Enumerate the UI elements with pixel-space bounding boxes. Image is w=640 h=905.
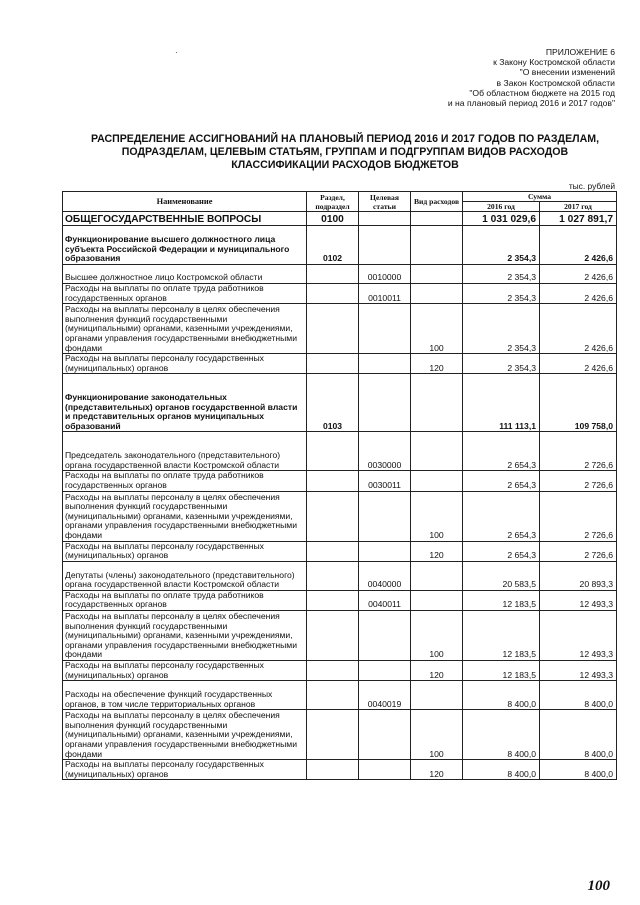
cell-2017: 2 426,6 [540, 265, 617, 284]
header-kind: Вид расходов [411, 192, 463, 212]
cell-2017: 2 426,6 [540, 354, 617, 374]
cell-kind: 120 [411, 660, 463, 680]
page-number: 100 [587, 878, 610, 894]
cell-2017: 2 426,6 [540, 284, 617, 304]
cell-kind [411, 265, 463, 284]
cell-section [307, 590, 359, 610]
cell-target [359, 710, 411, 760]
cell-target [359, 541, 411, 561]
cell-name: Депутаты (члены) законодательного (представительного) органа государственной власти Костромской области [63, 561, 307, 590]
appendix-line: "О внесении изменений [519, 67, 615, 78]
cell-target [359, 660, 411, 680]
title-line: РАСПРЕДЕЛЕНИЕ АССИГНОВАНИЙ НА ПЛАНОВЫЙ ПЕРИОД 2016 И 2017 ГОДОВ ПО РАЗДЕЛАМ, [90, 133, 600, 145]
cell-2016: 2 354,3 [463, 304, 540, 354]
cell-name: Расходы на выплаты персоналу государственных (муниципальных) органов [63, 760, 307, 780]
cell-2016: 8 400,0 [463, 681, 540, 710]
cell-2017: 2 726,6 [540, 541, 617, 561]
cell-2017: 12 493,3 [540, 590, 617, 610]
cell-2016: 8 400,0 [463, 760, 540, 780]
table-row [63, 265, 617, 284]
cell-target [359, 226, 411, 265]
cell-kind [411, 374, 463, 432]
table-row [63, 304, 617, 354]
header-name: Наименование [63, 192, 307, 212]
table-row [63, 471, 617, 491]
cell-kind [411, 561, 463, 590]
units-label: тыс. рублей [568, 181, 615, 191]
table-row [63, 284, 617, 304]
cell-2017: 2 726,6 [540, 491, 617, 541]
cell-name: Расходы на выплаты по оплате труда работников государственных органов [63, 590, 307, 610]
cell-target: 0010000 [359, 265, 411, 284]
cell-2017: 2 426,6 [540, 304, 617, 354]
table-row [63, 226, 617, 265]
cell-target [359, 610, 411, 660]
header-year-2016: 2016 год [463, 202, 540, 212]
header-section: Раздел, подраздел [307, 192, 359, 212]
cell-section [307, 304, 359, 354]
table-row [63, 491, 617, 541]
cell-2017: 1 027 891,7 [540, 212, 617, 226]
cell-2017: 12 493,3 [540, 660, 617, 680]
cell-2016: 8 400,0 [463, 710, 540, 760]
cell-section [307, 354, 359, 374]
cell-name: Расходы на выплаты по оплате труда работников государственных органов [63, 471, 307, 491]
cell-2016: 2 354,3 [463, 284, 540, 304]
header-year-2017: 2017 год [540, 202, 617, 212]
cell-kind: 120 [411, 760, 463, 780]
cell-name: Высшее должностное лицо Костромской области [63, 265, 307, 284]
cell-2016: 12 183,5 [463, 610, 540, 660]
cell-section [307, 265, 359, 284]
cell-2017: 2 426,6 [540, 226, 617, 265]
cell-section [307, 681, 359, 710]
cell-kind [411, 590, 463, 610]
title-line: ПОДРАЗДЕЛАМ, ЦЕЛЕВЫМ СТАТЬЯМ, ГРУППАМ И ПОДГРУППАМ ВИДОВ РАСХОДОВ [121, 146, 569, 158]
cell-target [359, 304, 411, 354]
cell-kind: 120 [411, 354, 463, 374]
document-title [60, 133, 630, 172]
cell-target [359, 354, 411, 374]
table-row [63, 681, 617, 710]
cell-section: 0100 [307, 212, 359, 226]
cell-kind: 100 [411, 710, 463, 760]
cell-2017: 109 758,0 [540, 374, 617, 432]
cell-kind [411, 681, 463, 710]
cell-kind: 100 [411, 610, 463, 660]
cell-2017: 2 726,6 [540, 432, 617, 471]
header-sum: Сумма [463, 192, 617, 202]
cell-section [307, 660, 359, 680]
cell-section: 0103 [307, 374, 359, 432]
cell-2016: 2 654,3 [463, 471, 540, 491]
cell-name: Расходы на выплаты персоналу в целях обеспечения выполнения функций государственными (муниципальными) органами, казенными учреждениями, органами управления государственными внебюджетными фондами [63, 610, 307, 660]
cell-kind: 100 [411, 304, 463, 354]
cell-2016: 2 654,3 [463, 491, 540, 541]
cell-2017: 12 493,3 [540, 610, 617, 660]
cell-section [307, 710, 359, 760]
cell-kind [411, 212, 463, 226]
cell-section [307, 541, 359, 561]
cell-section [307, 432, 359, 471]
cell-target [359, 760, 411, 780]
cell-2016: 2 354,3 [463, 226, 540, 265]
cell-section [307, 471, 359, 491]
table-row [63, 354, 617, 374]
cell-name: Расходы на выплаты по оплате труда работников государственных органов [63, 284, 307, 304]
cell-target: 0040019 [359, 681, 411, 710]
cell-name: Расходы на выплаты персоналу в целях обеспечения выполнения функций государственными (муниципальными) органами, казенными учреждениями, органами управления государственными внебюджетными фондами [63, 491, 307, 541]
cell-2016: 12 183,5 [463, 590, 540, 610]
cell-2017: 8 400,0 [540, 760, 617, 780]
cell-2016: 2 654,3 [463, 432, 540, 471]
cell-target: 0040000 [359, 561, 411, 590]
cell-name: Функционирование законодательных (представительных) органов государственной власти и представительных органов муниципальных образований [63, 374, 307, 432]
cell-2017: 8 400,0 [540, 710, 617, 760]
appendix-line: к Закону Костромской области [493, 57, 615, 68]
cell-section [307, 760, 359, 780]
cell-target: 0040011 [359, 590, 411, 610]
cell-kind [411, 284, 463, 304]
cell-2017: 20 893,3 [540, 561, 617, 590]
cell-kind [411, 226, 463, 265]
cell-2016: 2 654,3 [463, 541, 540, 561]
cell-section [307, 610, 359, 660]
table-row [63, 710, 617, 760]
cell-section [307, 491, 359, 541]
appendix-line: и на плановый период 2016 и 2017 годов" [447, 98, 615, 109]
cell-2017: 2 726,6 [540, 471, 617, 491]
cell-target: 0030011 [359, 471, 411, 491]
stray-mark: · [175, 48, 178, 57]
cell-kind [411, 471, 463, 491]
cell-2016: 2 354,3 [463, 265, 540, 284]
cell-2016: 2 354,3 [463, 354, 540, 374]
cell-section [307, 561, 359, 590]
title-line: КЛАССИФИКАЦИИ РАСХОДОВ БЮДЖЕТОВ [231, 159, 459, 171]
cell-name: Расходы на обеспечение функций государственных органов, в том числе территориальных органов [63, 681, 307, 710]
table-row [63, 374, 617, 432]
appendix-line: "Об областном бюджете на 2015 год [469, 87, 615, 98]
cell-target [359, 212, 411, 226]
cell-2016: 12 183,5 [463, 660, 540, 680]
cell-2016: 111 113,1 [463, 374, 540, 432]
table-row [63, 432, 617, 471]
cell-2016: 20 583,5 [463, 561, 540, 590]
table-row [63, 561, 617, 590]
cell-name: Расходы на выплаты персоналу в целях обеспечения выполнения функций государственными (муниципальными) органами, казенными учреждениями, органами управления государственными внебюджетными фондами [63, 304, 307, 354]
cell-name: Расходы на выплаты персоналу в целях обеспечения выполнения функций государственными (муниципальными) органами, казенными учреждениями, органами управления государственными внебюджетными фондами [63, 710, 307, 760]
cell-target [359, 491, 411, 541]
cell-name: Председатель законодательного (представительного) органа государственной власти Костромской области [63, 432, 307, 471]
budget-table [62, 191, 617, 780]
cell-name: Расходы на выплаты персоналу государственных (муниципальных) органов [63, 541, 307, 561]
cell-kind [411, 432, 463, 471]
cell-section: 0102 [307, 226, 359, 265]
cell-kind: 120 [411, 541, 463, 561]
appendix-line: ПРИЛОЖЕНИЕ 6 [545, 47, 615, 57]
table-row [63, 212, 617, 226]
cell-target: 0030000 [359, 432, 411, 471]
table-row [63, 660, 617, 680]
cell-2017: 8 400,0 [540, 681, 617, 710]
appendix-note [448, 47, 615, 108]
table-row [63, 590, 617, 610]
table-row [63, 760, 617, 780]
cell-2016: 1 031 029,6 [463, 212, 540, 226]
table-row [63, 610, 617, 660]
appendix-line: в Закон Костромской области [496, 77, 615, 88]
cell-section [307, 284, 359, 304]
table-row [63, 541, 617, 561]
cell-name: Расходы на выплаты персоналу государственных (муниципальных) органов [63, 660, 307, 680]
cell-name: Функционирование высшего должностного лица субъекта Российской Федерации и муниципального образования [63, 226, 307, 265]
cell-name: ОБЩЕГОСУДАРСТВЕННЫЕ ВОПРОСЫ [63, 212, 307, 226]
cell-kind: 100 [411, 491, 463, 541]
cell-target: 0010011 [359, 284, 411, 304]
cell-name: Расходы на выплаты персоналу государственных (муниципальных) органов [63, 354, 307, 374]
header-target: Целевая статьи [359, 192, 411, 212]
cell-target [359, 374, 411, 432]
